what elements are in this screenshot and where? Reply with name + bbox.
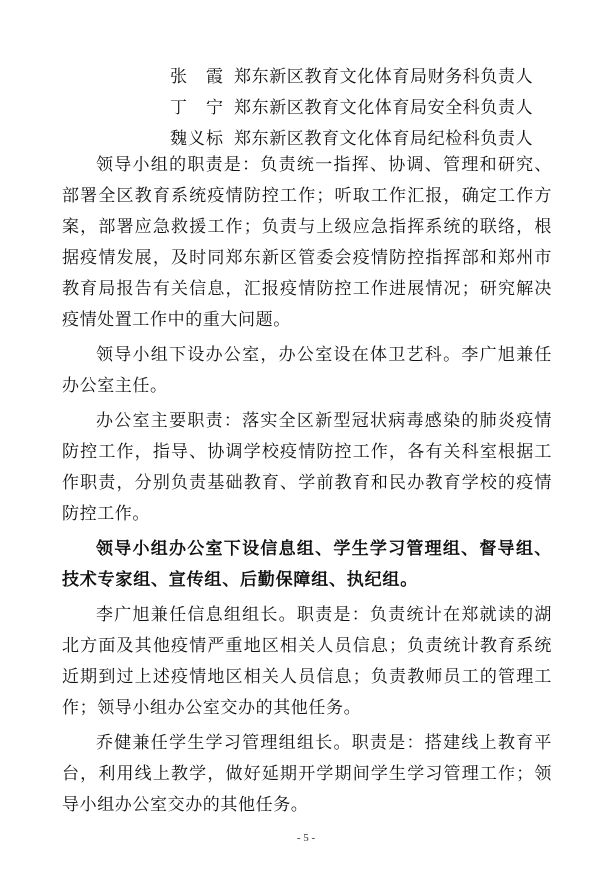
member-name: 魏义标 xyxy=(170,129,224,149)
paragraph-study-management-group: 乔健兼任学生学习管理组组长。职责是：搭建线上教育平台，利用线上教学，做好延期开学期间学生学习管理工作；领导小组办公室交办的其他任务。 xyxy=(62,733,552,815)
member-role: 郑东新区教育文化体育局财务科负责人 xyxy=(234,67,534,87)
paragraph-info-group: 李广旭兼任信息组组长。职责是：负责统计在郑就读的湖北方面及其他疫情严重地区相关人员信息；负责统计教育系统近期到过上述疫情地区相关人员信息；负责教师员工的管理工作；领导小组办公室交办的其他任务。 xyxy=(62,605,552,718)
paragraph-office-setup: 领导小组下设办公室，办公室设在体卫艺科。李广旭兼任办公室主任。 xyxy=(62,345,552,396)
body-text xyxy=(62,150,552,821)
member-role: 郑东新区教育文化体育局安全科负责人 xyxy=(234,98,534,118)
member-name: 张 霞 xyxy=(170,67,224,87)
paragraph-working-groups: 领导小组办公室下设信息组、学生学习管理组、督导组、技术专家组、宣传组、后勤保障组、执纪组。 xyxy=(62,539,552,590)
member-name: 丁 宁 xyxy=(170,98,224,118)
paragraph-leadership-duties: 领导小组的职责是：负责统一指挥、协调、管理和研究、部署全区教育系统疫情防控工作；听取工作汇报，确定工作方案，部署应急救援工作；负责与上级应急指挥系统的联络，根据疫情发展，及时同郑东新区管委会疫情防控指挥部和郑州市教育局报告有关信息，汇报疫情防控工作进展情况；研究解决疫情处置工作中的重大问题。 xyxy=(62,155,552,330)
page-number: - 5 - xyxy=(296,832,316,844)
member-role: 郑东新区教育文化体育局纪检科负责人 xyxy=(234,129,534,149)
member-line xyxy=(170,93,590,124)
paragraph-office-duties: 办公室主要职责：落实全区新型冠状病毒感染的肺炎疫情防控工作，指导、协调学校疫情防控工作，各有关科室根据工作职责，分别负责基础教育、学前教育和民办教育学校的疫情防控工作。 xyxy=(62,411,552,524)
member-list xyxy=(170,62,590,155)
member-line xyxy=(170,62,590,93)
